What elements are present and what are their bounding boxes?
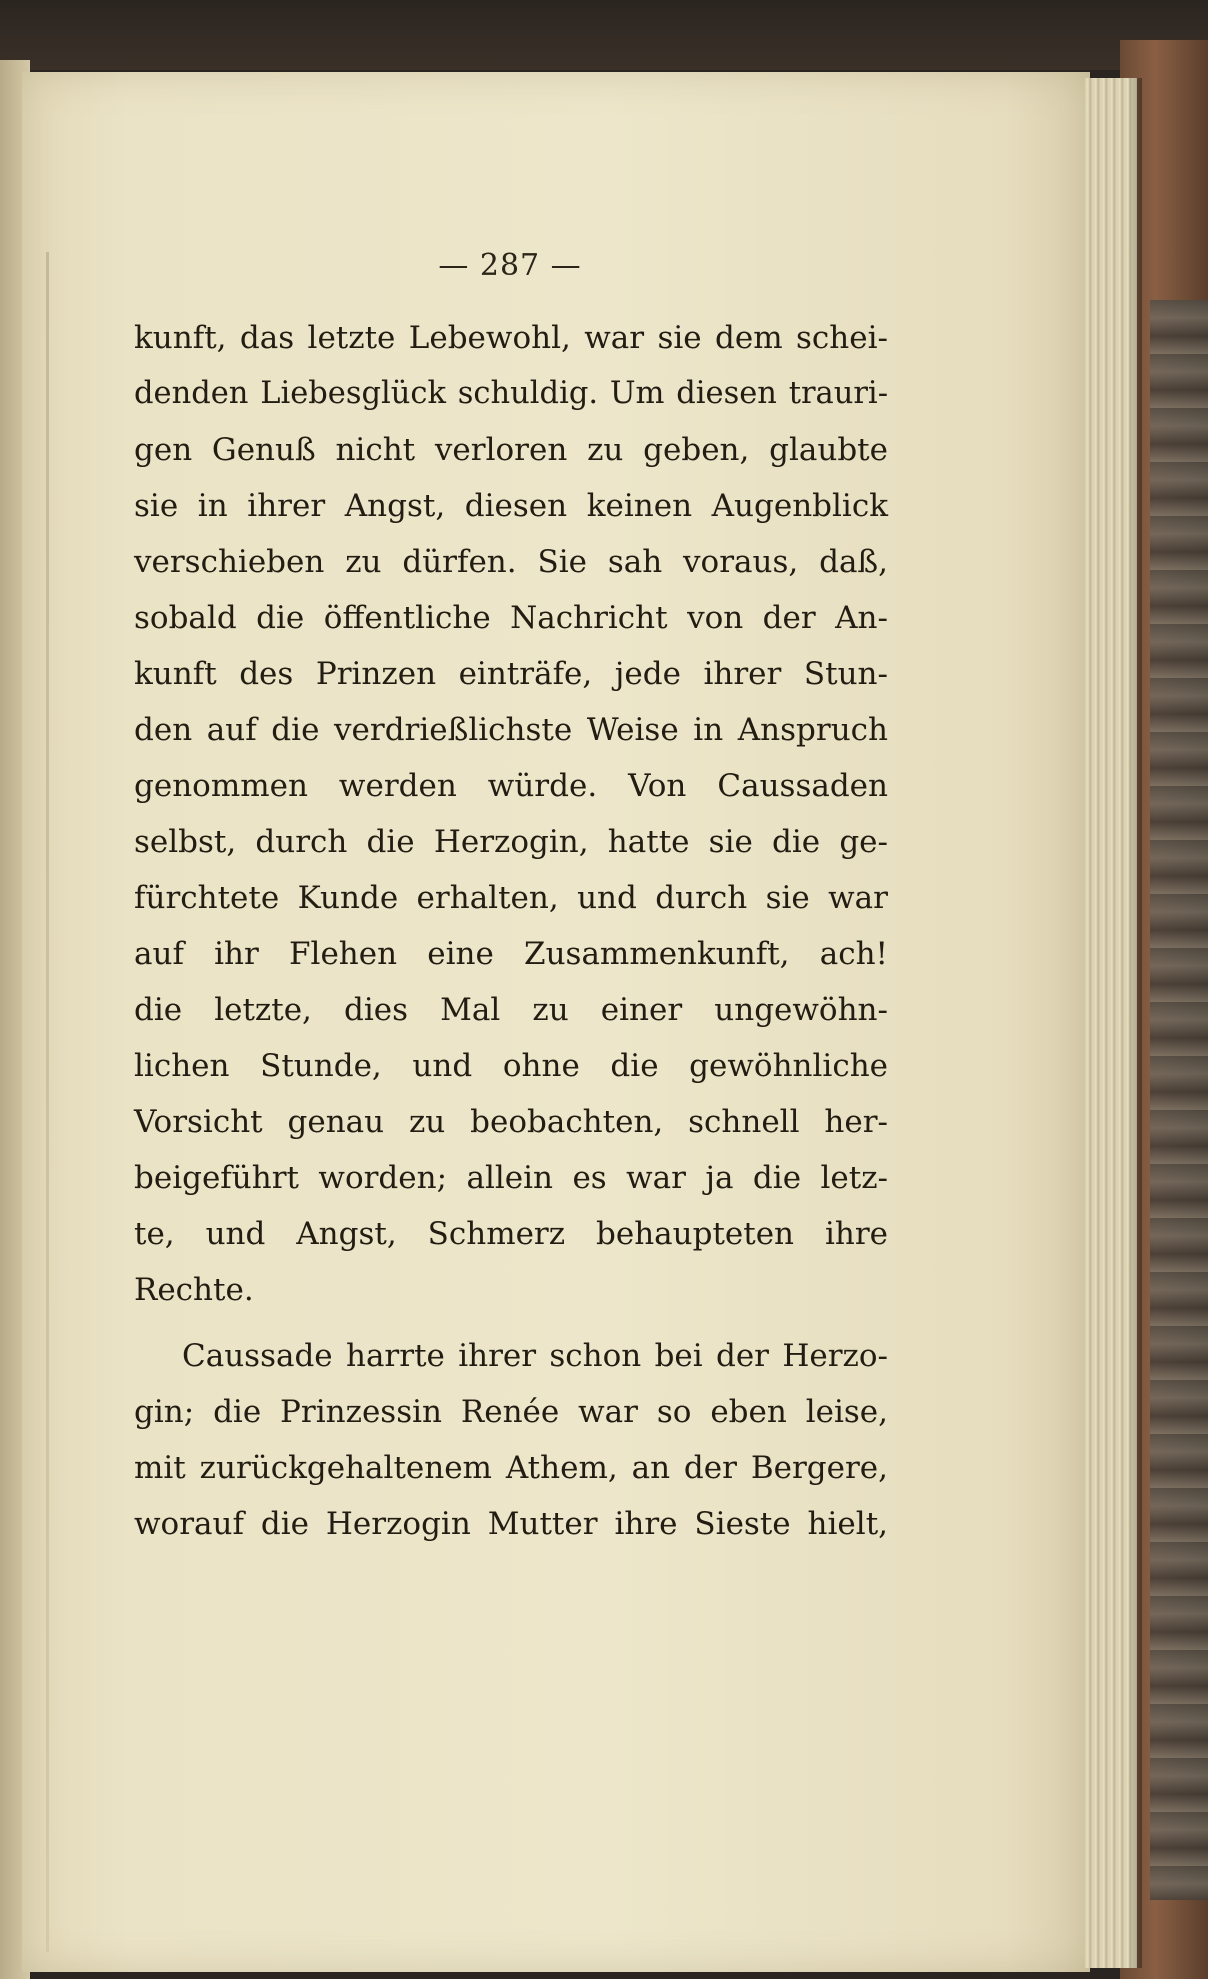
page-number: — 287 —	[438, 248, 582, 283]
paragraph-1	[134, 310, 888, 1318]
text-line: beigeführt worden; allein es war ja die letz-	[134, 1160, 888, 1196]
page-edge-shadow	[1128, 78, 1142, 1968]
book-cover-marbling	[1150, 300, 1208, 1900]
text-line: denden Liebesglück schuldig. Um diesen trauri-	[134, 376, 888, 411]
paragraph-gap	[134, 1318, 888, 1328]
text-line: worauf die Herzogin Mutter ihre Sieste hielt,	[134, 1506, 888, 1542]
text-line: den auf die verdrießlichste Weise in Anspruch	[134, 712, 888, 748]
background-top	[0, 0, 1208, 70]
text-line: Rechte.	[134, 1272, 254, 1308]
text-line: kunft, das letzte Lebewohl, war sie dem schei-	[134, 320, 888, 356]
text-line: selbst, durch die Herzogin, hatte sie die ge-	[134, 824, 888, 860]
text-line: fürchtete Kunde erhalten, und durch sie war	[134, 880, 888, 916]
text-line: lichen Stunde, und ohne die gewöhnliche	[134, 1048, 888, 1084]
text-line: kunft des Prinzen einträfe, jede ihrer Stun-	[134, 656, 888, 692]
text-line: gin; die Prinzessin Renée war so eben leise,	[134, 1394, 888, 1430]
text-line: genommen werden würde. Von Caussaden	[134, 768, 888, 804]
text-line: gen Genuß nicht verloren zu geben, glaubte	[134, 432, 888, 468]
text-line: te, und Angst, Schmerz behaupteten ihre	[134, 1216, 888, 1252]
text-line: sobald die öffentliche Nachricht von der An-	[134, 600, 888, 636]
text-line: die letzte, dies Mal zu einer ungewöhn-	[134, 992, 888, 1028]
text-line: auf ihr Flehen eine Zusammenkunft, ach!	[134, 936, 888, 972]
paragraph-2	[134, 1328, 888, 1552]
gutter-line	[46, 252, 49, 1952]
body-text	[134, 310, 888, 1552]
text-line: mit zurückgehaltenem Athem, an der Bergere,	[134, 1450, 888, 1486]
text-line: Caussade harrte ihrer schon bei der Herzo-	[182, 1338, 888, 1374]
text-line: verschieben zu dürfen. Sie sah voraus, daß,	[134, 544, 888, 580]
text-line: Vorsicht genau zu beobachten, schnell her-	[134, 1104, 888, 1140]
text-line: sie in ihrer Angst, diesen keinen Augenblick	[134, 488, 888, 524]
